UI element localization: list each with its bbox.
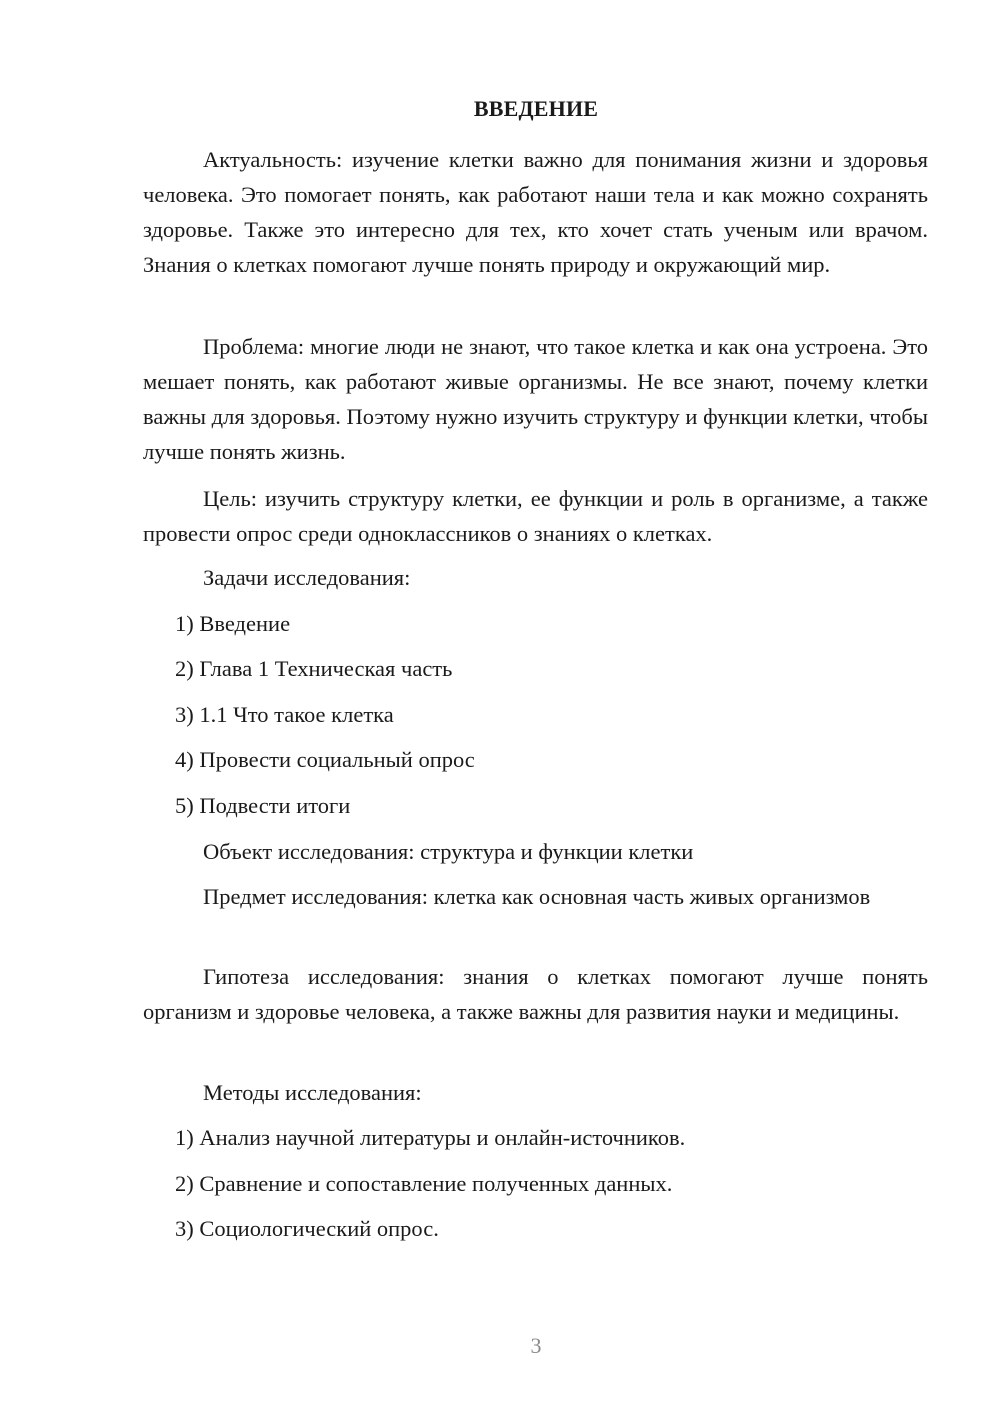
research-subject: Предмет исследования: клетка как основная часть живых организмов xyxy=(203,884,871,909)
method-item: 1) Анализ научной литературы и онлайн-источников. xyxy=(175,1125,686,1150)
method-item: 3) Социологический опрос. xyxy=(175,1216,439,1241)
tasks-heading: Задачи исследования: xyxy=(203,565,411,590)
task-item: 3) 1.1 Что такое клетка xyxy=(175,702,394,727)
problem-paragraph: Проблема: многие люди не знают, что такое клетка и как она устроена. Это мешает понять, как работают живые организмы. Не все знают, почему клетки важны для здоровья. Поэтому нужно изучить структуру и функции клетки, чтобы лучше понять жизнь. xyxy=(143,334,928,464)
research-object: Объект исследования: структура и функции клетки xyxy=(203,839,694,864)
task-item: 5) Подвести итоги xyxy=(175,793,351,818)
task-item: 1) Введение xyxy=(175,611,291,636)
task-item: 4) Провести социальный опрос xyxy=(175,747,475,772)
methods-heading: Методы исследования: xyxy=(203,1080,422,1105)
goal-paragraph: Цель: изучить структуру клетки, ее функции и роль в организме, а также провести опрос среди одноклассников о знаниях о клетках. xyxy=(143,486,928,546)
task-item: 2) Глава 1 Техническая часть xyxy=(175,656,453,681)
research-hypothesis: Гипотеза исследования: знания о клетках помогают лучше понять организм и здоровье человека, а также важны для развития науки и медицины. xyxy=(143,964,928,1024)
page-number: 3 xyxy=(530,1333,542,1358)
page-title: ВВЕДЕНИЕ xyxy=(473,96,599,121)
relevance-paragraph: Актуальность: изучение клетки важно для понимания жизни и здоровья человека. Это помогает понять, как работают наши тела и как можно сохранять здоровье. Также это интересно для тех, кто хочет стать ученым или врачом. Знания о клетках помогают лучше понять природу и окружающий мир. xyxy=(143,147,928,277)
method-item: 2) Сравнение и сопоставление полученных данных. xyxy=(175,1171,673,1196)
